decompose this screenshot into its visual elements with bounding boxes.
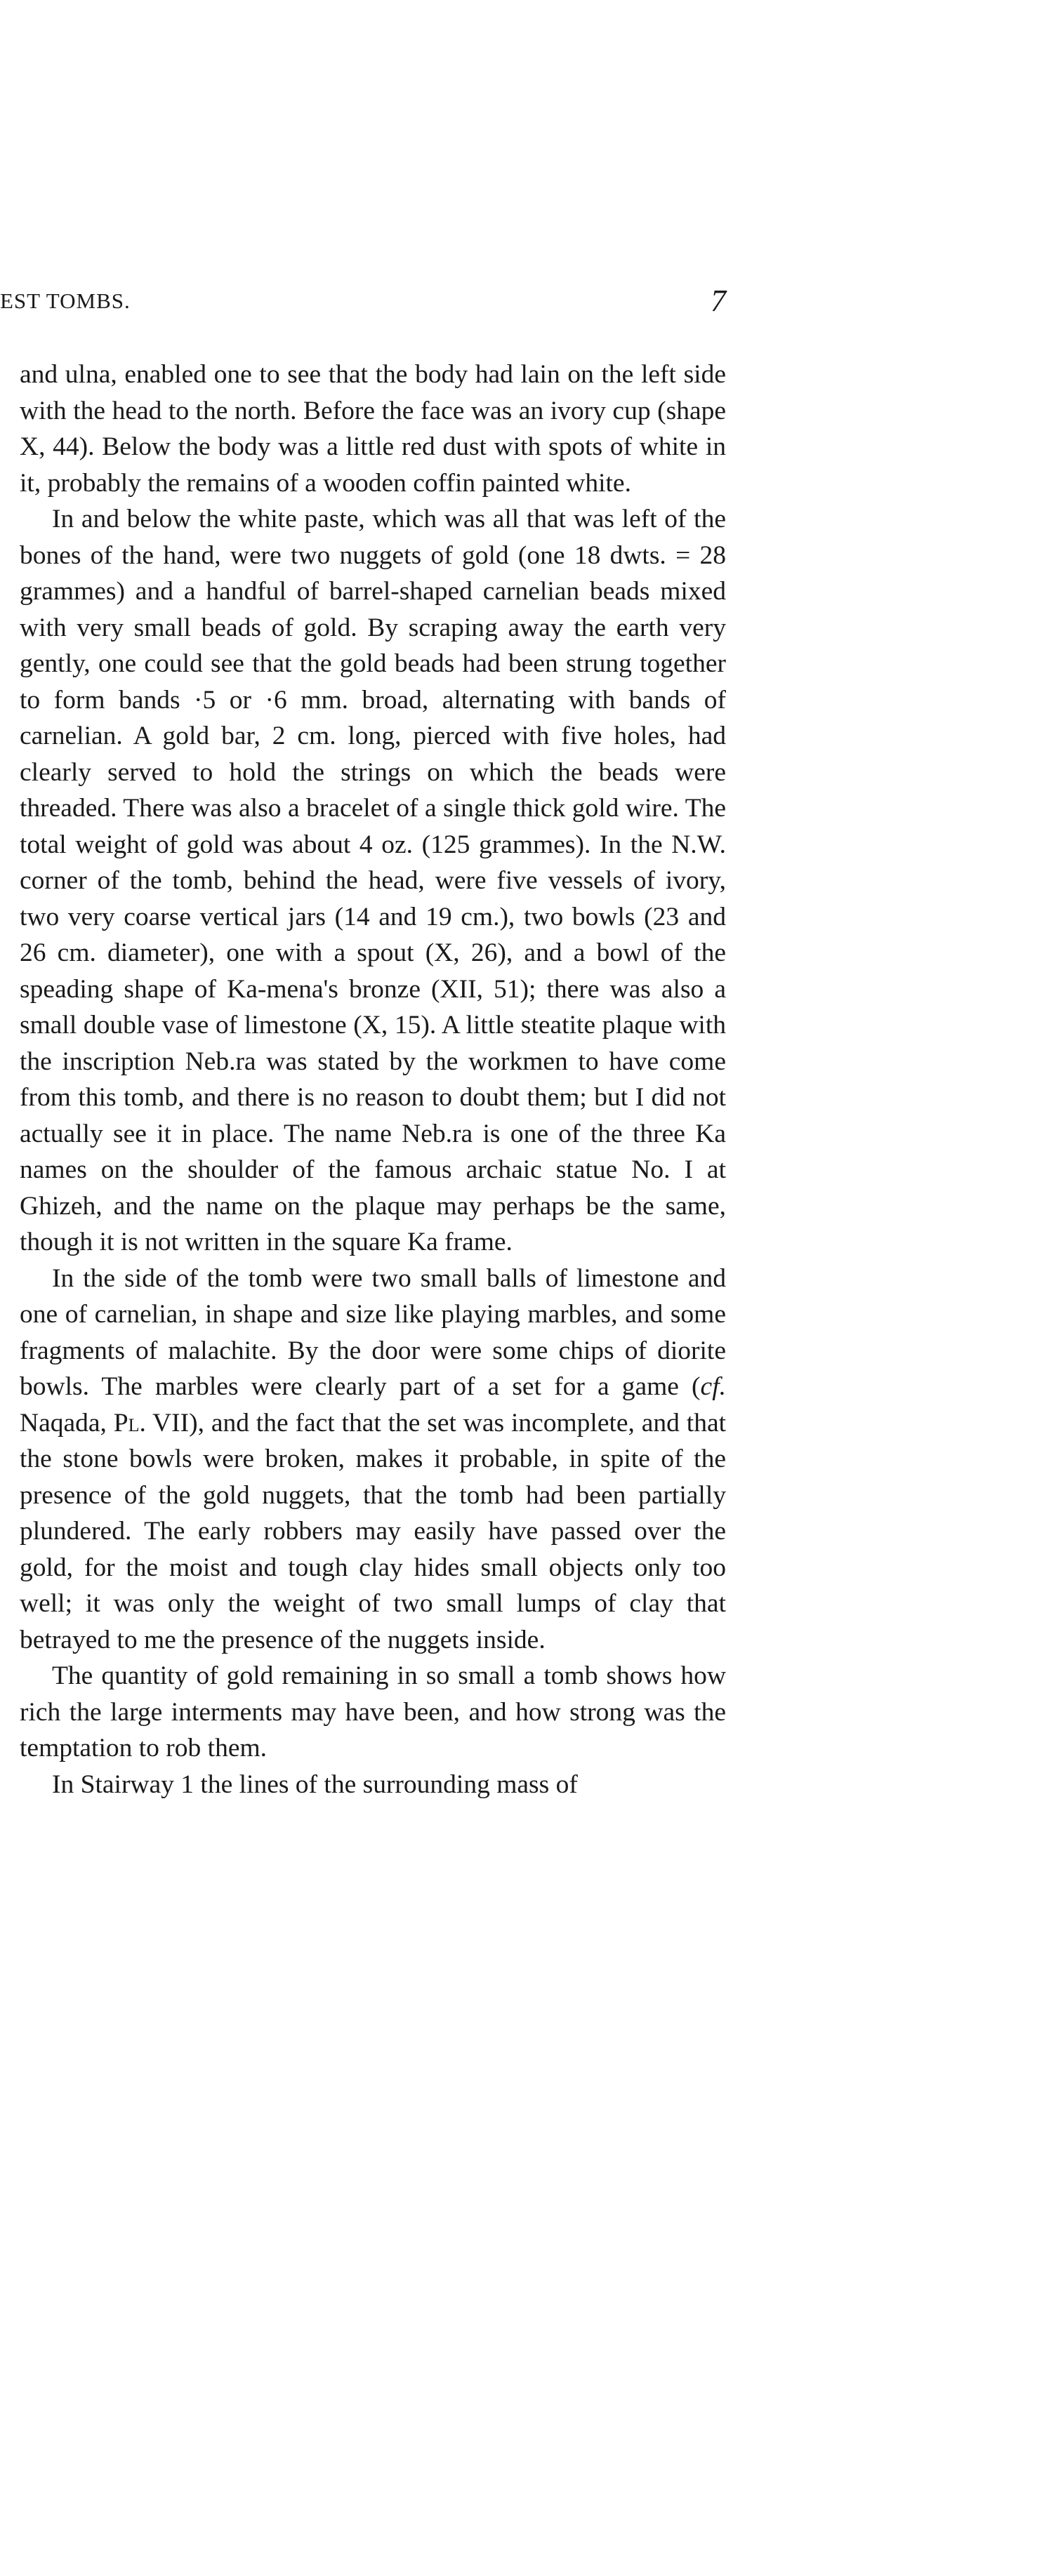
paragraph-2: In and below the white paste, which was all that was left of the bones of the hand, were two nuggets of gold (one 18 dwts. = 28 grammes) and a handful of barrel-shaped carnelian beads mixed with very small beads of gold. By scraping away the earth very gently, one could see that the gold beads had been strung together to form bands ·5 or ·6 mm. broad, alternating with bands of carnelian. A gold bar, 2 cm. long, pierced with five holes, had clearly served to hold the strings on which the beads were threaded. There was also a bracelet of a single thick gold wire. The total weight of gold was about 4 oz. (125 grammes). In the N.W. corner of the tomb, behind the head, were five vessels of ivory, two very coarse vertical jars (14 and 19 cm.), two bowls (23 and 26 cm. diameter), one with a spout (X, 26), and a bowl of the speading shape of Ka-mena's bronze (XII, 51); there was also a small double vase of limestone (X, 15). A little steatite plaque with the inscription Neb.ra was stated by the workmen to have come from this tomb, and there is no reason to doubt them; but I did not actually see it in place. The name Neb.ra is one of the three Ka names on the shoulder of the famous archaic statue No. I at Ghizeh, and the name on the plaque may perhaps be the same, though it is not written in the square Ka frame. [20, 505, 726, 1256]
paragraph-3-text-before: In the side of the tomb were two small balls of limestone and one of carnelian, in shape and size like playing marbles, and some fragments of malachite. By the door were some chips of diorite bowls. The marbles were clearly part of a set for a game ( [20, 1263, 726, 1401]
page-number: 7 [711, 284, 726, 318]
cf-abbreviation: cf. [700, 1372, 726, 1401]
paragraph-3-text-after: VII), and the fact that the set was incomplete, and that the stone bowls were broken, makes it probable, in spite of the presence of the gold nuggets, that the tomb had been partially plundered. The early robbers may easily have passed over the gold, for the moist and tough clay hides small objects only too well; it was only the weight of two small lumps of clay that betrayed to me the presence of the nuggets inside. [20, 1408, 727, 1654]
plate-abbreviation: Pl. [113, 1408, 146, 1438]
body-text [20, 357, 726, 1802]
paragraph-3 [20, 1261, 726, 1659]
paragraph-3-text-mid: Naqada, [20, 1408, 114, 1438]
paragraph-1: and ulna, enabled one to see that the body had lain on the left side with the head to the north. Before the face was an ivory cup (shape X, 44). Below the body was a little red dust with spots of white in it, probably the remains of a wooden coffin painted white. [20, 360, 726, 498]
running-head: EST TOMBS. [0, 288, 131, 313]
page-header [0, 283, 726, 325]
paragraph-4: The quantity of gold remaining in so small a tomb shows how rich the large interments may have been, and how strong was the temptation to rob them. [20, 1661, 726, 1762]
paragraph-5: In Stairway 1 the lines of the surrounding mass of [52, 1770, 578, 1799]
